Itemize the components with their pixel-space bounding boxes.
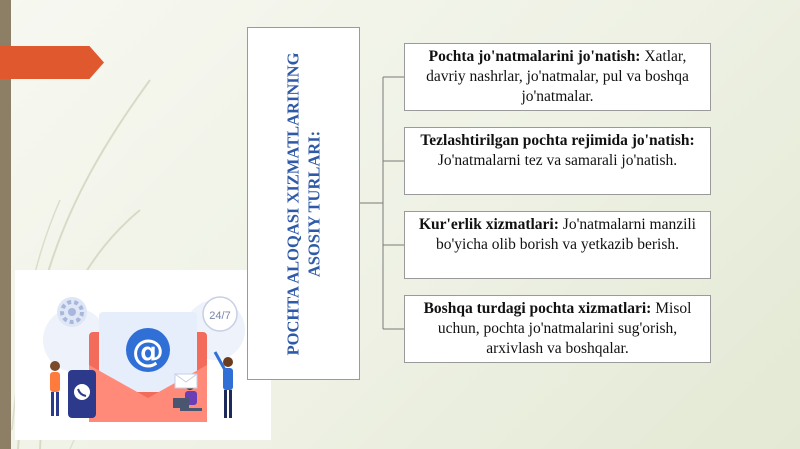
service-item-2: [404, 127, 711, 195]
service-item-3-text: Jo'natmalarni manzili bo'yicha olib borish va yetkazib berish.: [436, 216, 696, 253]
service-item-1-title: Pochta jo'natmalarini jo'natish:: [428, 48, 641, 65]
service-item-3-title: Kur'erlik xizmatlari:: [419, 216, 559, 233]
svg-text:@: @: [132, 332, 164, 370]
service-item-1: [404, 43, 711, 111]
service-item-4-text: Misol uchun, pochta jo'natmalarini sug'orish, arxivlash va boshqalar.: [437, 300, 692, 357]
service-item-1-text: Xatlar, davriy nashrlar, jo'natmalar, pul va boshqa jo'natmalar.: [426, 48, 689, 105]
service-item-4: [404, 295, 711, 363]
service-item-3: [404, 211, 711, 279]
title-line-1: POCHTA ALOQASI XIZMATLARINING: [283, 52, 303, 355]
svg-text:24/7: 24/7: [209, 310, 231, 322]
service-item-2-title: Tezlashtirilgan pochta rejimida jo'natish:: [420, 132, 695, 149]
service-item-2-text: Jo'natmalarni tez va samarali jo'natish.: [437, 152, 678, 169]
service-item-4-title: Boshqa turdagi pochta xizmatlari:: [423, 300, 652, 317]
title-line-2: ASOSIY TURLARI:: [304, 130, 324, 277]
